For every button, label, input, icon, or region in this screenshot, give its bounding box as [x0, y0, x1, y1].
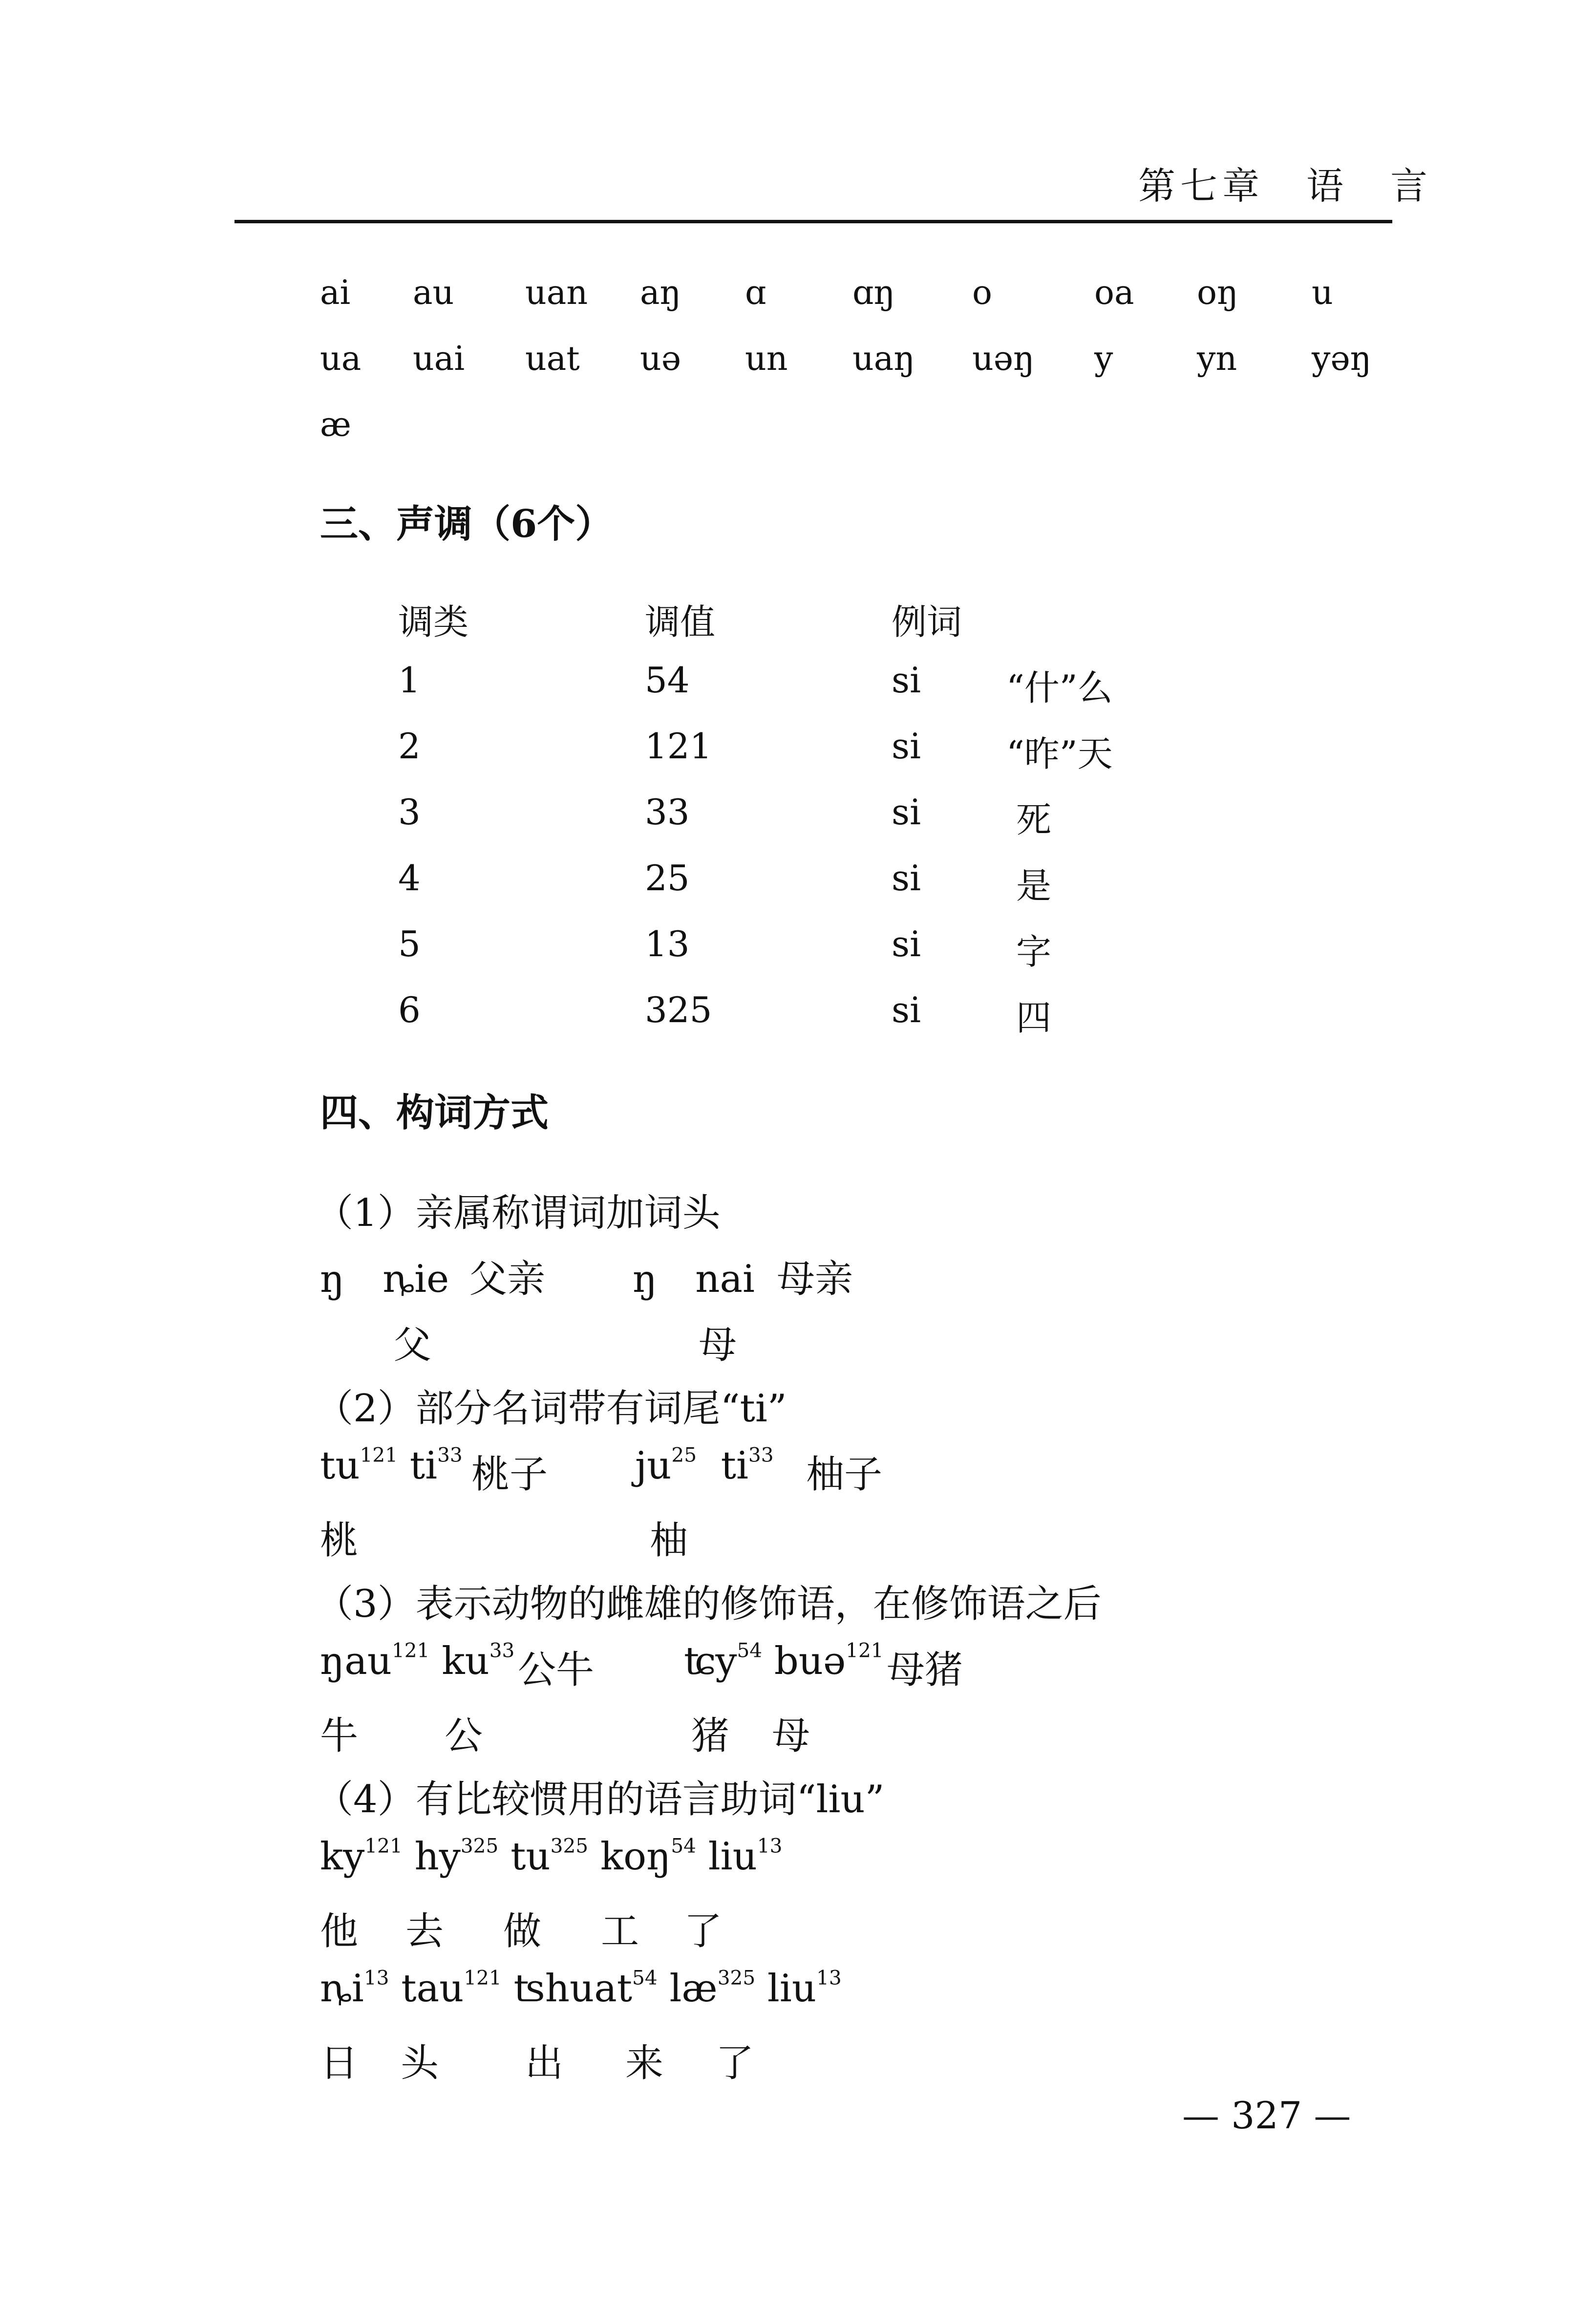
example-syllable: si [892, 660, 921, 701]
tone-row [398, 989, 1229, 1043]
tone-row [398, 857, 1229, 911]
tone-row [398, 792, 1229, 845]
s4-example-2 [320, 1967, 842, 2011]
syllable: tu [511, 1835, 551, 1879]
chapter-header: 第七章 语 言 [1138, 164, 1432, 208]
syllable: buə [774, 1639, 846, 1683]
tone-mark: 121 [391, 1638, 430, 1662]
s2-gloss: 桃 [320, 1519, 359, 1563]
section-1-title: （1）亲属称谓词加词头 [315, 1191, 721, 1235]
tone-class: 3 [398, 792, 421, 833]
syllable: tau [401, 1967, 464, 2011]
page-number: — 327 — [1182, 2094, 1351, 2137]
tone-mark: 325 [717, 1966, 756, 1990]
tone-mark: 33 [437, 1443, 463, 1467]
s4-gloss: 日 [320, 2041, 359, 2085]
example-syllable: si [892, 857, 921, 899]
tone-table-header [398, 594, 1229, 647]
syllable: ju [635, 1444, 672, 1488]
s3-example [320, 1639, 514, 1683]
tone-mark: 25 [671, 1443, 697, 1467]
final: oa [1094, 274, 1134, 312]
final: aŋ [640, 274, 681, 312]
tone-row [398, 923, 1229, 977]
s4-gloss: 了 [684, 1909, 723, 1953]
example-word: 四 [1016, 997, 1052, 1038]
syllable: liu [767, 1967, 817, 2011]
final: yəŋ [1312, 340, 1372, 378]
tone-mark: 54 [632, 1966, 658, 1990]
finals-row-2 [320, 340, 1395, 388]
final: y [1094, 340, 1113, 378]
syllable: koŋ [600, 1835, 671, 1879]
s4-gloss: 了 [716, 2041, 754, 2085]
syllable: ȵi [320, 1967, 364, 2011]
syllable: ti [409, 1444, 438, 1488]
syllable: tu [320, 1444, 360, 1488]
column-header: 例词 [892, 601, 962, 643]
syllable: ku [442, 1639, 489, 1683]
syllable: ti [721, 1444, 748, 1488]
s2-gloss: 柚 [650, 1519, 688, 1563]
tone-mark: 54 [671, 1834, 696, 1858]
syllable: ky [320, 1835, 365, 1879]
final: ɑ [745, 274, 766, 312]
final: uan [525, 274, 588, 312]
final: ɑŋ [852, 274, 895, 312]
final: uaŋ [852, 340, 915, 378]
tone-value: 33 [645, 792, 690, 833]
example-word: 字 [1016, 931, 1052, 972]
syllable: liu [708, 1835, 757, 1879]
final: yn [1197, 340, 1237, 378]
section-2-title: （2）部分名词带有词尾“ti” [315, 1387, 787, 1431]
example-syllable: si [892, 989, 921, 1030]
s3-meaning: 母猪 [887, 1648, 963, 1692]
s2-example [320, 1444, 463, 1488]
tone-mark: 325 [550, 1834, 589, 1858]
final: ai [320, 274, 351, 312]
example-word: 是 [1016, 865, 1052, 906]
example-word: “什”么 [1006, 667, 1113, 708]
tone-value: 13 [645, 923, 690, 964]
s2-meaning: 柚子 [806, 1453, 883, 1497]
final: uə [640, 340, 681, 378]
example-syllable: si [892, 726, 921, 767]
example-syllable: si [892, 792, 921, 833]
s2-meaning: 桃子 [471, 1453, 548, 1497]
s1-example-b: ŋ nai [633, 1257, 755, 1301]
tone-value: 54 [645, 660, 690, 701]
tone-class: 2 [398, 726, 421, 767]
syllable: læ [669, 1967, 718, 2011]
final: o [972, 274, 992, 312]
syllable: hy [414, 1835, 461, 1879]
column-header: 调类 [398, 601, 469, 643]
s4-gloss: 他 [320, 1909, 359, 1953]
example-syllable: si [892, 923, 921, 964]
s4-gloss: 头 [401, 2041, 439, 2085]
final: uat [525, 340, 580, 378]
s4-gloss: 出 [525, 2041, 564, 2085]
final: un [745, 340, 788, 378]
syllable: ŋau [320, 1639, 392, 1683]
s1-example-a: ŋ ȵie [320, 1257, 449, 1301]
tone-mark: 121 [846, 1638, 884, 1662]
s3-gloss: 牛 [320, 1714, 359, 1758]
s3-gloss: 公 [445, 1714, 483, 1758]
final: uai [413, 340, 465, 378]
final: ua [320, 340, 362, 378]
s4-example-1 [320, 1835, 782, 1879]
tone-value: 25 [645, 857, 690, 899]
s4-gloss: 做 [503, 1909, 542, 1953]
final: uəŋ [972, 340, 1035, 378]
s4-gloss: 去 [405, 1909, 444, 1953]
tone-value: 121 [645, 726, 712, 767]
example-word: “昨”天 [1006, 733, 1113, 774]
tone-class: 1 [398, 660, 421, 701]
tone-class: 5 [398, 923, 421, 964]
tone-mark: 33 [489, 1638, 515, 1662]
s2-example [635, 1444, 774, 1488]
s4-gloss: 来 [625, 2041, 664, 2085]
section-4-title: （4）有比较惯用的语言助词“liu” [315, 1778, 885, 1821]
tone-value: 325 [645, 989, 712, 1030]
tone-mark: 13 [757, 1834, 783, 1858]
tone-mark: 33 [748, 1443, 774, 1467]
s1-example-a-meaning: 父亲 [469, 1257, 546, 1301]
s1-gloss: 母 [699, 1323, 737, 1367]
tone-mark: 13 [363, 1966, 389, 1990]
final: oŋ [1197, 274, 1238, 312]
s3-meaning: 公牛 [518, 1648, 595, 1692]
tone-class: 4 [398, 857, 421, 899]
s3-example [684, 1639, 884, 1683]
s4-gloss: 工 [601, 1909, 639, 1953]
word-formation-heading: 四、构词方式 [320, 1091, 549, 1135]
s3-gloss: 母 [772, 1714, 810, 1758]
section-3-title: （3）表示动物的雌雄的修饰语，在修饰语之后 [315, 1582, 1102, 1626]
syllable: ʦhuat [513, 1967, 633, 2011]
example-word: 死 [1016, 799, 1052, 840]
tone-class: 6 [398, 989, 421, 1030]
final: u [1312, 274, 1333, 312]
finals-row-1 [320, 274, 1395, 322]
tone-mark: 54 [737, 1638, 763, 1662]
tone-mark: 121 [364, 1834, 403, 1858]
tone-mark: 121 [464, 1966, 502, 1990]
column-header: 调值 [645, 601, 716, 643]
final: æ [320, 406, 351, 444]
tone-row [398, 660, 1229, 713]
header-rule [234, 220, 1392, 223]
tone-mark: 13 [816, 1966, 842, 1990]
finals-row-3 [320, 406, 1395, 454]
syllable: ʨy [684, 1639, 737, 1683]
tones-heading: 三、声调（6个） [320, 502, 614, 546]
s1-gloss: 父 [393, 1323, 432, 1367]
tone-mark: 325 [460, 1834, 499, 1858]
tone-mark: 121 [360, 1443, 398, 1467]
s1-example-b-meaning: 母亲 [777, 1257, 853, 1301]
s3-gloss: 猪 [691, 1714, 730, 1758]
final: au [413, 274, 454, 312]
tone-row [398, 726, 1229, 779]
